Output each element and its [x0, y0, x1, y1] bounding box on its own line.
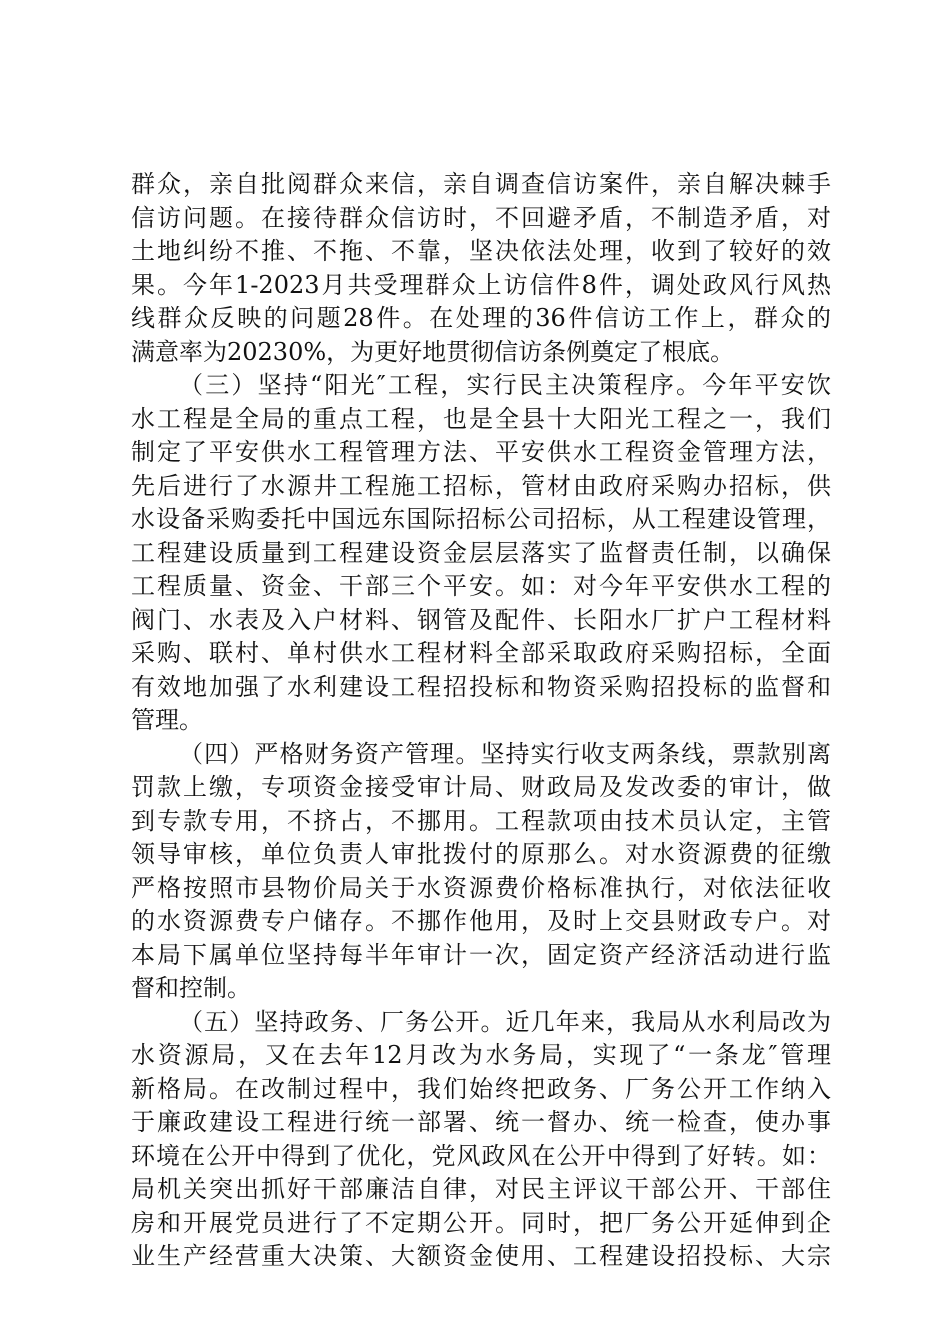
text-line: （五）坚持政务、厂务公开。近几年来，我局从水利局改为	[179, 1007, 831, 1036]
text-line: 工程建设质量到工程建设资金层层落实了监督责任制，以确保	[131, 538, 831, 567]
text-line: 采购、联村、单村供水工程材料全部采取政府采购招标，全面	[131, 639, 831, 667]
text-line: 先后进行了水源井工程施工招标，管材由政府采购办招标，供	[131, 471, 831, 500]
text-line: 工程质量、资金、干部三个平安。如：对今年平安供水工程的	[131, 572, 831, 600]
text-line: 房和开展党员进行了不定期公开。同时，把厂务公开延伸到企	[131, 1208, 831, 1237]
paragraph-4	[131, 1006, 831, 1274]
text-line: 领导审核，单位负责人审批拨付的原那么。对水资源费的征缴	[131, 840, 831, 868]
text-line: 局机关突出抓好干部廉洁自律，对民主评议干部公开、干部住	[131, 1175, 831, 1203]
text-line: 水资源局，又在去年12月改为水务局，实现了“一条龙″管理	[131, 1041, 831, 1069]
text-line: 到专款专用，不挤占，不挪用。工程款项由技术员认定，主管	[131, 806, 831, 835]
text-line: 新格局。在改制过程中，我们始终把政务、厂务公开工作纳入	[131, 1074, 831, 1103]
text-line: 于廉政建设工程进行统一部署、统一督办、统一检查，使办事	[131, 1108, 831, 1136]
text-line: （四）严格财务资产管理。坚持实行收支两条线，票款别离	[179, 739, 831, 768]
text-line: 水工程是全局的重点工程，也是全县十大阳光工程之一，我们	[131, 404, 831, 433]
text-line: 督和控制。	[131, 974, 251, 1002]
text-line: 群众，亲自批阅群众来信，亲自调查信访案件，亲自解决棘手	[131, 170, 831, 198]
text-line: 管理。	[131, 706, 203, 734]
text-line: 制定了平安供水工程管理方法、平安供水工程资金管理方法，	[131, 438, 831, 466]
text-line: 果。今年1-2023月共受理群众上访信件8件，调处政风行风热	[131, 270, 831, 299]
text-line: 有效地加强了水利建设工程招投标和物资采购招投标的监督和	[131, 672, 831, 701]
paragraph-1	[131, 168, 831, 369]
text-line: 水设备采购委托中国远东国际招标公司招标，从工程建设管理，	[131, 505, 831, 533]
text-line: 的水资源费专户储存。不挪作他用，及时上交县财政专户。对	[131, 907, 831, 935]
paragraph-2	[131, 369, 831, 738]
document-body	[131, 168, 831, 1274]
text-line: 严格按照市县物价局关于水资源费价格标准执行，对依法征收	[131, 873, 831, 902]
text-line: 满意率为20230%，为更好地贯彻信访条例奠定了根底。	[131, 337, 735, 366]
text-line: 信访问题。在接待群众信访时，不回避矛盾，不制造矛盾，对	[131, 203, 831, 232]
text-line: 线群众反映的问题28件。在处理的36件信访工作上，群众的	[131, 304, 831, 332]
text-line: （三）坚持“阳光″工程，实行民主决策程序。今年平安饮	[179, 371, 831, 399]
text-line: 本局下属单位坚持每半年审计一次，固定资产经济活动进行监	[131, 940, 831, 969]
text-line: 土地纠纷不推、不拖、不靠，坚决依法处理，收到了较好的效	[131, 237, 831, 265]
text-line: 业生产经营重大决策、大额资金使用、工程建设招投标、大宗	[131, 1242, 831, 1270]
text-line: 环境在公开中得到了优化，党风政风在公开中得到了好转。如：	[131, 1141, 831, 1170]
text-line: 罚款上缴，专项资金接受审计局、财政局及发改委的审计，做	[131, 773, 831, 801]
text-line: 阀门、水表及入户材料、钢管及配件、长阳水厂扩户工程材料	[131, 605, 831, 634]
paragraph-3	[131, 738, 831, 1006]
